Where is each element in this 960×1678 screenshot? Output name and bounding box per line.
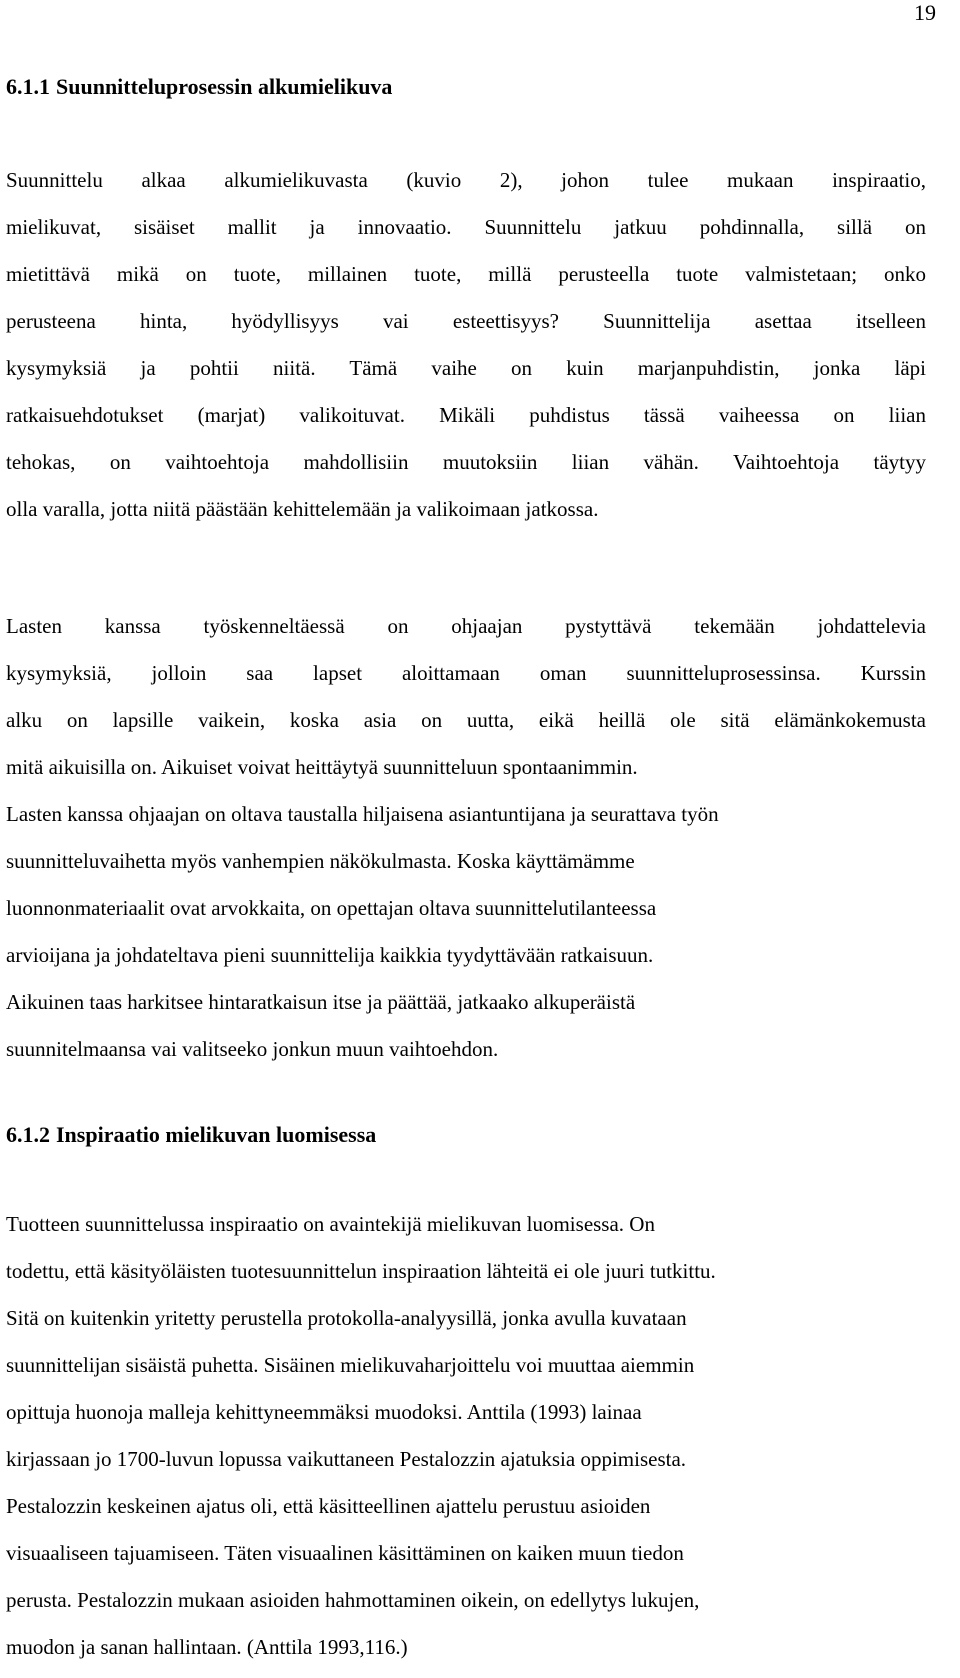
page-number: 19 xyxy=(914,0,936,25)
paragraph-line: Lasten kanssa työskenneltäessä on ohjaajan pystyttävä tekemään johdattelevia xyxy=(6,614,926,638)
paragraph-line: suunnitelmaansa vai valitseeko jonkun muun vaihtoehdon. xyxy=(6,1037,499,1061)
section-title: Suunnitteluprosessin alkumielikuva xyxy=(56,74,393,99)
paragraph-line: mitä aikuisilla on. Aikuiset voivat heittäytyä suunnitteluun spontaanimmin. xyxy=(6,755,638,779)
paragraph-line: Aikuinen taas harkitsee hintaratkaisun itse ja päättää, jatkaako alkuperäistä xyxy=(6,990,636,1014)
paragraph-1 xyxy=(6,157,926,533)
paragraph-line: olla varalla, jotta niitä päästään kehittelemään ja valikoimaan jatkossa. xyxy=(6,497,599,521)
section-heading-6-1-2 xyxy=(6,1122,376,1148)
paragraph-line: perusta. Pestalozzin mukaan asioiden hahmottaminen oikein, on edellytys lukujen, xyxy=(6,1588,700,1612)
paragraph-line: kysymyksiä, jolloin saa lapset aloittamaan oman suunnitteluprosessinsa. Kurssin xyxy=(6,661,926,685)
paragraph-3 xyxy=(6,1201,926,1671)
section-number: 6.1.1 xyxy=(6,74,50,99)
paragraph-2 xyxy=(6,603,926,1073)
paragraph-line: mietittävä mikä on tuote, millainen tuote, millä perusteella tuote valmistetaan; onko xyxy=(6,262,926,286)
paragraph-line: muodon ja sanan hallintaan. (Anttila 1993,116.) xyxy=(6,1635,408,1659)
section-number: 6.1.2 xyxy=(6,1122,50,1147)
paragraph-line: suunnitteluvaihetta myös vanhempien näkökulmasta. Koska käyttämämme xyxy=(6,849,635,873)
section-heading-6-1-1 xyxy=(6,74,392,100)
paragraph-line: alku on lapsille vaikein, koska asia on uutta, eikä heillä ole sitä elämänkokemusta xyxy=(6,708,926,732)
paragraph-line: Tuotteen suunnittelussa inspiraatio on avaintekijä mielikuvan luomisessa. On xyxy=(6,1212,655,1236)
paragraph-line: visuaaliseen tajuamiseen. Täten visuaalinen käsittäminen on kaiken muun tiedon xyxy=(6,1541,684,1565)
paragraph-line: tehokas, on vaihtoehtoja mahdollisiin muutoksiin liian vähän. Vaihtoehtoja täytyy xyxy=(6,450,926,474)
paragraph-line: suunnittelijan sisäistä puhetta. Sisäinen mielikuvaharjoittelu voi muuttaa aiemmin xyxy=(6,1353,695,1377)
paragraph-line: kirjassaan jo 1700-luvun lopussa vaikuttaneen Pestalozzin ajatuksia oppimisesta. xyxy=(6,1447,687,1471)
paragraph-line: mielikuvat, sisäiset mallit ja innovaatio. Suunnittelu jatkuu pohdinnalla, sillä on xyxy=(6,215,926,239)
paragraph-line: perusteena hinta, hyödyllisyys vai esteettisyys? Suunnittelija asettaa itselleen xyxy=(6,309,926,333)
paragraph-line: luonnonmateriaalit ovat arvokkaita, on opettajan oltava suunnittelutilanteessa xyxy=(6,896,657,920)
paragraph-line: Suunnittelu alkaa alkumielikuvasta (kuvio 2), johon tulee mukaan inspiraatio, xyxy=(6,168,926,192)
paragraph-line: todettu, että käsityöläisten tuotesuunnittelun inspiraation lähteitä ei ole juuri tutkittu. xyxy=(6,1259,716,1283)
section-title: Inspiraatio mielikuvan luomisessa xyxy=(56,1122,377,1147)
paragraph-line: Sitä on kuitenkin yritetty perustella protokolla-analyysillä, jonka avulla kuvataan xyxy=(6,1306,687,1330)
paragraph-line: Lasten kanssa ohjaajan on oltava taustalla hiljaisena asiantuntijana ja seurattava työn xyxy=(6,802,719,826)
paragraph-line: arvioijana ja johdateltava pieni suunnittelija kaikkia tyydyttävään ratkaisuun. xyxy=(6,943,654,967)
paragraph-line: Pestalozzin keskeinen ajatus oli, että käsitteellinen ajattelu perustuu asioiden xyxy=(6,1494,651,1518)
paragraph-line: kysymyksiä ja pohtii niitä. Tämä vaihe on kuin marjanpuhdistin, jonka läpi xyxy=(6,356,926,380)
paragraph-line: opittuja huonoja malleja kehittyneemmäksi muodoksi. Anttila (1993) lainaa xyxy=(6,1400,642,1424)
paragraph-line: ratkaisuehdotukset (marjat) valikoituvat. Mikäli puhdistus tässä vaiheessa on liian xyxy=(6,403,926,427)
